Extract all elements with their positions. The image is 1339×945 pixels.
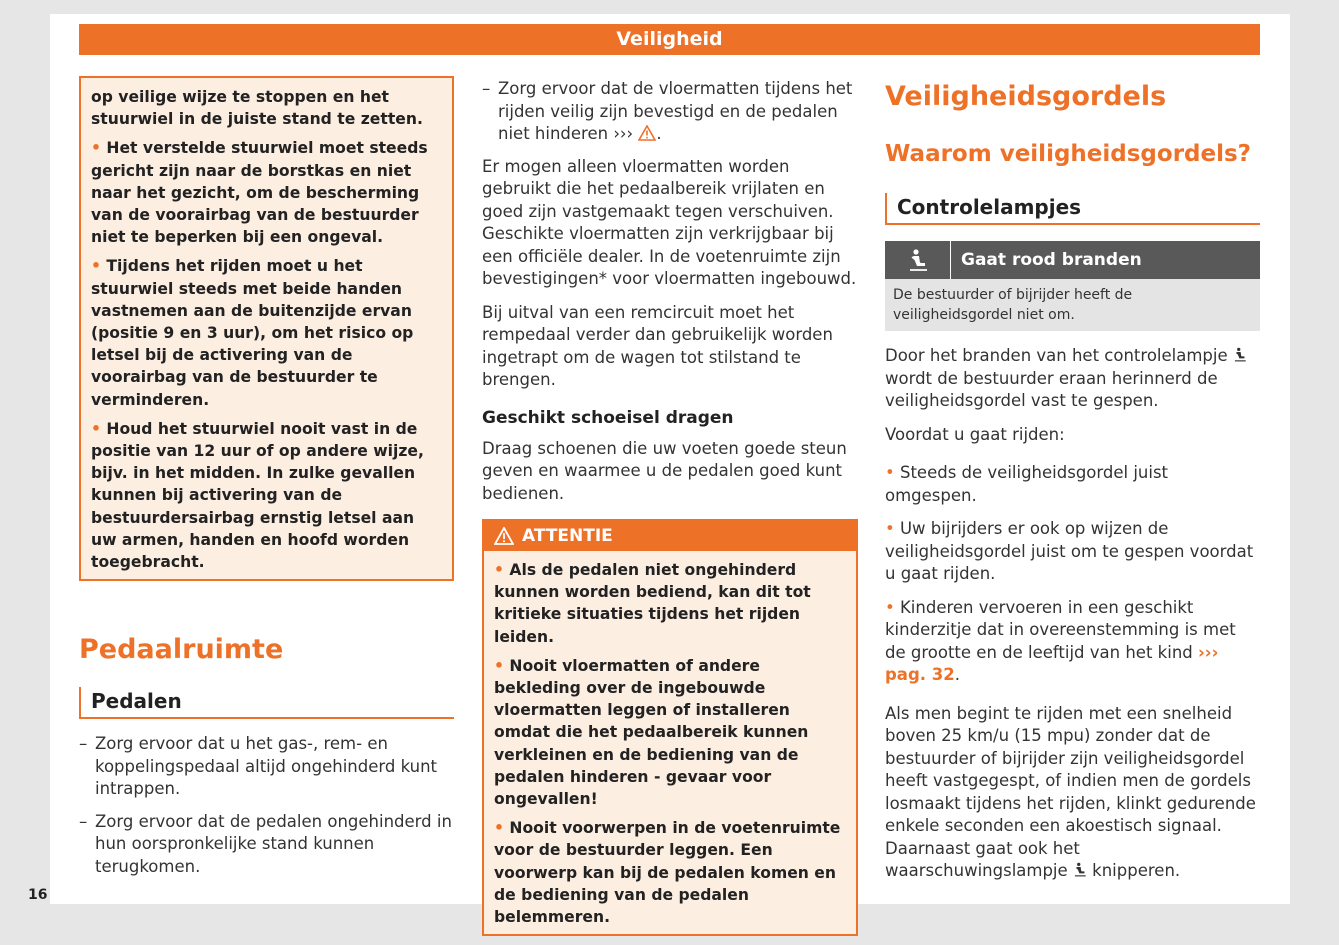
bullet-icon: • [494,819,504,838]
paragraph: Voordat u gaat rijden: [885,424,1065,444]
paragraph: Er mogen alleen vloermatten worden gebruikt die het pedaalbereik vrijlaten en goed zijn vastgemaakt tegen verschuiven. Geschikte vloermatten zijn verkrijgbaar bij een officiële dealer. In de voetenruimte zijn bevestigingen* voor vloermatten ingebouwd. [482,156,857,288]
subsection-title-controlelampjes: Controlelampjes [885,193,1260,225]
warning-bullet: • Het verstelde stuurwiel moet steeds gericht zijn naar de borstkas en niet naar het gezicht, om de bescherming van de voorairbag van de bestuurder niet te beperken bij een ongeval. [91,139,428,247]
seatbelt-warning-icon [1233,346,1247,363]
list-item: – Zorg ervoor dat de vloermatten tijdens het rijden veilig zijn bevestigd en de pedalen niet hinderen ››› . [482,79,853,143]
warning-bullet: • Tijdens het rijden moet u het stuurwiel steeds met beide handen vastnemen aan de buitenzijde ervan (positie 9 en 3 uur), om het risico op letsel bij de activering van de voorairbag van de bestuurder te verminderen. [91,257,414,409]
lamp-table-description: De bestuurder of bijrijder heeft de veiligheidsgordel niet om. [885,279,1260,331]
attentie-title: ATTENTIE [522,526,613,546]
section-header: Veiligheid [79,24,1260,55]
attentie-box [482,519,858,936]
attentie-bullet: • Nooit vloermatten of andere bekleding over de ingebouwde vloermatten leggen of installeren omdat die het pedaalbereik kunnen verkleinen en de bediening van de pedalen hinderen - gevaar voor ongevallen! [494,656,809,809]
warning-triangle-icon [638,125,656,141]
lamp-table-header [885,241,1260,279]
column-middle [482,76,858,936]
lamp-table-header-label: Gaat rood branden [961,250,1142,270]
bullet-icon: • [885,597,895,617]
cross-reference[interactable]: ››› [613,124,634,143]
bullet-icon: • [91,139,101,158]
bullet-icon: • [91,257,101,276]
page-reference-link[interactable]: ››› pag. 32 [885,642,1219,684]
bullet-icon: • [885,519,895,538]
warning-lamp-table [885,241,1260,331]
list-item: • Uw bijrijders er ook op wijzen de veiligheidsgordel juist om te gespen voordat u gaat rijden. [885,519,1254,583]
section-title-pedaalruimte: Pedaalruimte [79,634,284,666]
page-title: Veiligheidsgordels [885,81,1167,112]
attentie-bullet: • Nooit voorwerpen in de voetenruimte voor de bestuurder leggen. Een voorwerp kan bij de pedalen komen en de bediening van de pedalen belemmeren. [494,819,841,927]
seatbelt-warning-icon [1073,861,1087,878]
warning-box-continued [79,76,454,581]
bullet-icon: • [494,656,504,675]
column-right [885,76,1260,894]
seatbelt-warning-icon [885,241,951,279]
warning-intro: op veilige wijze te stoppen en het stuurwiel in de juiste stand te zetten. [91,88,423,129]
list-item: – Zorg ervoor dat de pedalen ongehinderd in hun oorspronkelijke stand kunnen terugkomen. [79,811,452,876]
list-item: – Zorg ervoor dat u het gas-, rem- en koppelingspedaal altijd ongehinderd kunt intrappen. [79,734,438,799]
list-item: • Kinderen vervoeren in een geschikt kinderzitje dat in overeenstemming is met de grootte en de leeftijd van het kind ››› pag. 32. [885,597,1236,684]
page-number: 16 [28,887,48,903]
paragraph: Bij uitval van een remcircuit moet het rempedaal verder dan gebruikelijk worden ingetrapt om de wagen tot stilstand te brengen. [482,302,833,389]
bullet-icon: • [91,419,101,438]
bullet-icon: • [885,463,895,482]
heading-schoeisel: Geschikt schoeisel dragen [482,407,734,428]
warning-bullet: • Houd het stuurwiel nooit vast in de positie van 12 uur of op andere wijze, bijv. in het midden. In zulke gevallen kunnen bij activering van de bestuurdersairbag ernstig letsel aan uw armen, handen en hoofd worden toegebracht. [91,419,424,572]
attentie-bullet: • Als de pedalen niet ongehinderd kunnen worden bediend, kan dit tot kritieke situaties tijdens het rijden leiden. [494,561,811,646]
warning-triangle-icon [494,527,514,545]
list-item: • Steeds de veiligheidsgordel juist omgespen. [885,463,1169,505]
attentie-header [484,521,856,551]
column-left [79,76,454,888]
bullet-icon: • [494,561,504,579]
paragraph: Door het branden van het controlelampje wordt de bestuurder eraan herinnerd de veiligheidsgordel vast te gespen. [885,345,1260,413]
subsection-title-pedalen: Pedalen [79,687,454,719]
subtitle: Waarom veiligheidsgordels? [885,141,1252,167]
paragraph: Als men begint te rijden met een snelheid boven 25 km/u (15 mpu) zonder dat de bestuurder of bijrijder zijn veiligheidsgordel heeft vastgegespt, of indien men de gordels losmaakt tijdens het rijden, klinkt gedurende enkele seconden een akoestisch signaal. Daarnaast gaat ook het waarschuwingslampje knipperen. [885,703,1256,880]
paragraph: Draag schoenen die uw voeten goede steun geven en waarmee u de pedalen goed kunt bedienen. [482,438,847,503]
